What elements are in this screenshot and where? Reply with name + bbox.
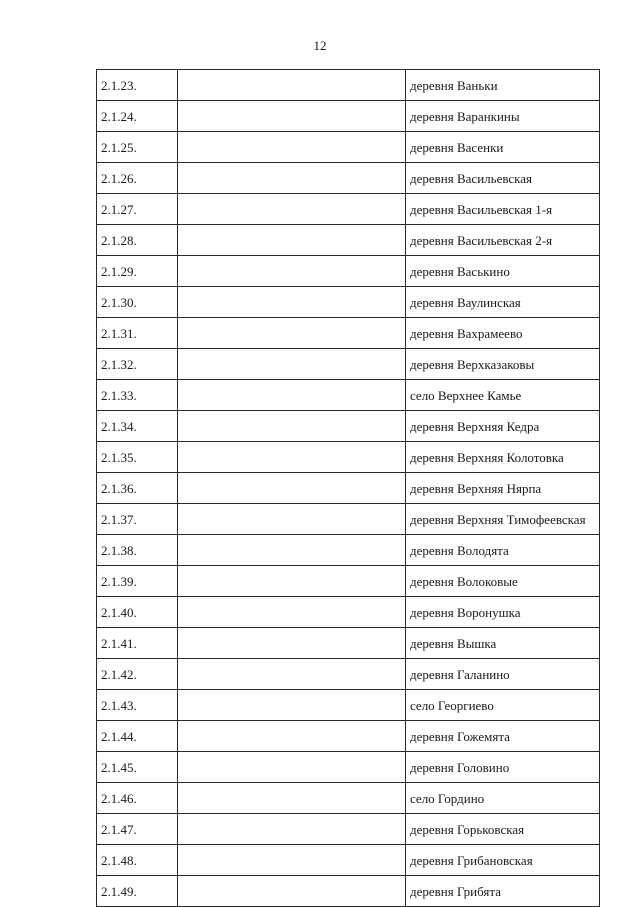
row-number-cell: 2.1.32. (97, 349, 178, 380)
row-number-cell: 2.1.24. (97, 101, 178, 132)
settlement-name-cell: деревня Ваньки (406, 70, 600, 101)
empty-cell (178, 194, 406, 225)
settlement-name-cell: село Георгиево (406, 690, 600, 721)
row-number-cell: 2.1.23. (97, 70, 178, 101)
row-number-cell: 2.1.30. (97, 287, 178, 318)
row-number-cell: 2.1.26. (97, 163, 178, 194)
settlement-name-cell: деревня Грибята (406, 876, 600, 907)
table-row (97, 194, 600, 225)
table-row (97, 659, 600, 690)
empty-cell (178, 163, 406, 194)
table-row (97, 628, 600, 659)
empty-cell (178, 659, 406, 690)
settlement-name-cell: деревня Верхняя Колотовка (406, 442, 600, 473)
table-row (97, 256, 600, 287)
table-row (97, 876, 600, 907)
row-number-cell: 2.1.39. (97, 566, 178, 597)
empty-cell (178, 256, 406, 287)
settlement-name-cell: деревня Васенки (406, 132, 600, 163)
empty-cell (178, 101, 406, 132)
empty-cell (178, 845, 406, 876)
empty-cell (178, 814, 406, 845)
empty-cell (178, 473, 406, 504)
empty-cell (178, 535, 406, 566)
table-row (97, 349, 600, 380)
settlement-name-cell: деревня Гожемята (406, 721, 600, 752)
row-number-cell: 2.1.48. (97, 845, 178, 876)
table-row (97, 845, 600, 876)
settlement-name-cell: село Гордино (406, 783, 600, 814)
row-number-cell: 2.1.47. (97, 814, 178, 845)
row-number-cell: 2.1.43. (97, 690, 178, 721)
empty-cell (178, 566, 406, 597)
settlement-name-cell: деревня Васильевская 1-я (406, 194, 600, 225)
row-number-cell: 2.1.37. (97, 504, 178, 535)
settlement-name-cell: деревня Васькино (406, 256, 600, 287)
empty-cell (178, 721, 406, 752)
row-number-cell: 2.1.40. (97, 597, 178, 628)
settlement-name-cell: деревня Васильевская (406, 163, 600, 194)
settlement-name-cell: деревня Верхказаковы (406, 349, 600, 380)
table-row (97, 690, 600, 721)
settlement-name-cell: деревня Волоковые (406, 566, 600, 597)
row-number-cell: 2.1.25. (97, 132, 178, 163)
empty-cell (178, 132, 406, 163)
table-row (97, 287, 600, 318)
empty-cell (178, 380, 406, 411)
settlement-name-cell: деревня Головино (406, 752, 600, 783)
table-row (97, 70, 600, 101)
table-row (97, 442, 600, 473)
table-row (97, 535, 600, 566)
settlement-name-cell: деревня Горьковская (406, 814, 600, 845)
settlements-table (96, 69, 600, 907)
empty-cell (178, 318, 406, 349)
table-row (97, 473, 600, 504)
row-number-cell: 2.1.27. (97, 194, 178, 225)
table-row (97, 814, 600, 845)
table-row (97, 225, 600, 256)
row-number-cell: 2.1.45. (97, 752, 178, 783)
settlement-name-cell: деревня Верхняя Тимофеевская (406, 504, 600, 535)
settlement-name-cell: деревня Галанино (406, 659, 600, 690)
settlement-name-cell: село Верхнее Камье (406, 380, 600, 411)
table-row (97, 380, 600, 411)
empty-cell (178, 752, 406, 783)
page-number: 12 (313, 38, 327, 53)
table-row (97, 752, 600, 783)
settlement-name-cell: деревня Володята (406, 535, 600, 566)
settlement-name-cell: деревня Грибановская (406, 845, 600, 876)
empty-cell (178, 876, 406, 907)
row-number-cell: 2.1.36. (97, 473, 178, 504)
row-number-cell: 2.1.33. (97, 380, 178, 411)
table-row (97, 504, 600, 535)
table-row (97, 597, 600, 628)
row-number-cell: 2.1.34. (97, 411, 178, 442)
empty-cell (178, 690, 406, 721)
row-number-cell: 2.1.35. (97, 442, 178, 473)
row-number-cell: 2.1.28. (97, 225, 178, 256)
settlement-name-cell: деревня Воронушка (406, 597, 600, 628)
table-row (97, 411, 600, 442)
empty-cell (178, 628, 406, 659)
empty-cell (178, 504, 406, 535)
settlement-name-cell: деревня Верхняя Кедра (406, 411, 600, 442)
empty-cell (178, 225, 406, 256)
table-row (97, 132, 600, 163)
table-row (97, 318, 600, 349)
table-row (97, 783, 600, 814)
table-row (97, 566, 600, 597)
empty-cell (178, 287, 406, 318)
empty-cell (178, 442, 406, 473)
empty-cell (178, 411, 406, 442)
settlement-name-cell: деревня Вахрамеево (406, 318, 600, 349)
settlement-name-cell: деревня Васильевская 2-я (406, 225, 600, 256)
row-number-cell: 2.1.31. (97, 318, 178, 349)
empty-cell (178, 597, 406, 628)
empty-cell (178, 783, 406, 814)
row-number-cell: 2.1.41. (97, 628, 178, 659)
row-number-cell: 2.1.29. (97, 256, 178, 287)
table-row (97, 163, 600, 194)
table-row (97, 721, 600, 752)
empty-cell (178, 70, 406, 101)
table-row (97, 101, 600, 132)
settlement-name-cell: деревня Вышка (406, 628, 600, 659)
table-body (97, 70, 600, 907)
settlement-name-cell: деревня Ваулинская (406, 287, 600, 318)
settlement-name-cell: деревня Варанкины (406, 101, 600, 132)
row-number-cell: 2.1.38. (97, 535, 178, 566)
empty-cell (178, 349, 406, 380)
row-number-cell: 2.1.46. (97, 783, 178, 814)
row-number-cell: 2.1.49. (97, 876, 178, 907)
row-number-cell: 2.1.44. (97, 721, 178, 752)
row-number-cell: 2.1.42. (97, 659, 178, 690)
settlement-name-cell: деревня Верхняя Нярпа (406, 473, 600, 504)
